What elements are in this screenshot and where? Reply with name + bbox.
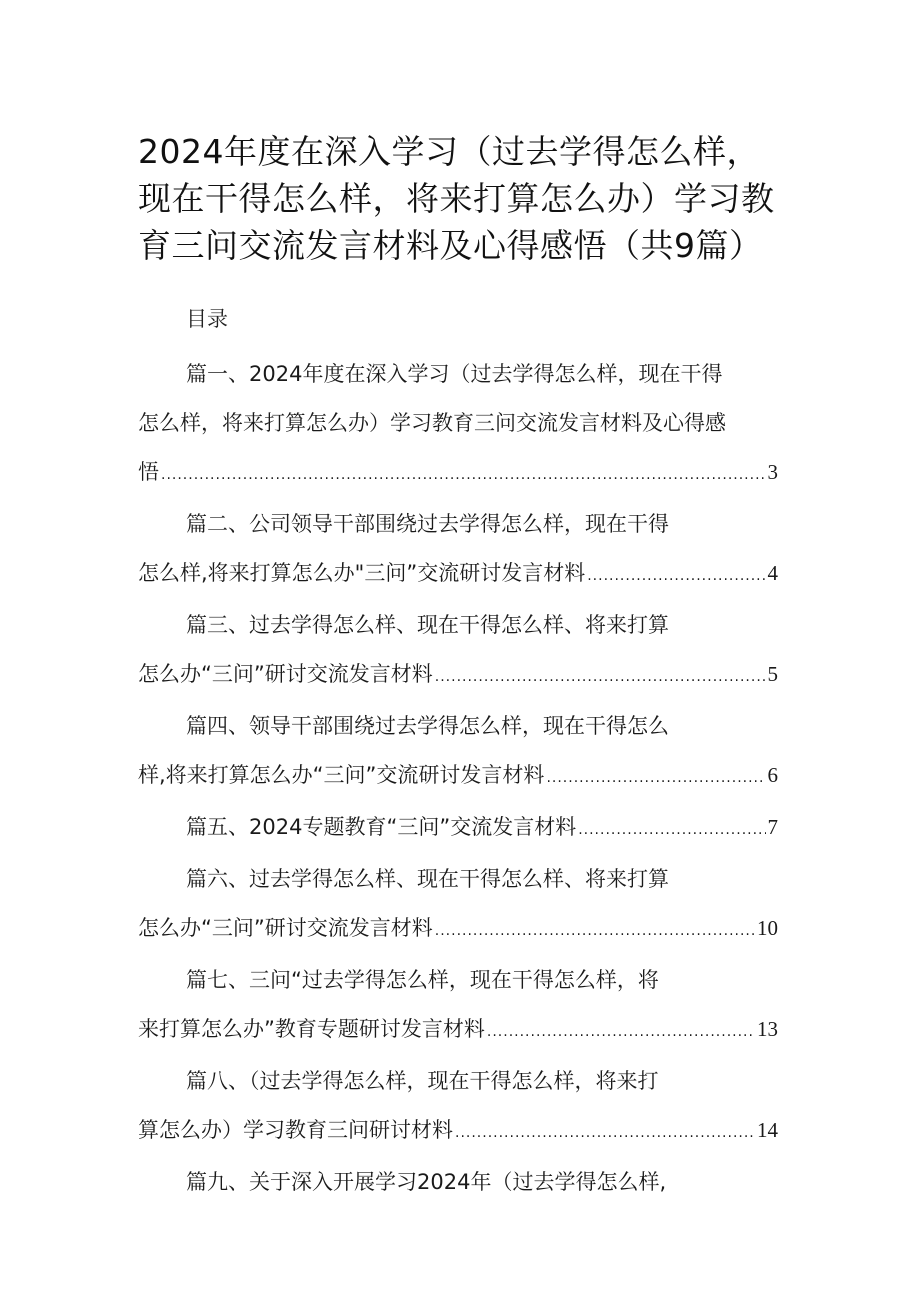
toc-entry[interactable]: [138, 956, 778, 1057]
toc-entry-text: 算怎么办）学习教育三问研讨材料: [138, 1118, 453, 1142]
toc-entry-text: 悟: [138, 460, 159, 484]
toc-page-number: 3: [767, 460, 778, 484]
table-of-contents: [138, 350, 778, 1207]
toc-entry-text: 怎么办“三问”研讨交流发言材料: [138, 662, 433, 686]
toc-entry-text: 篇五、2024专题教育“三问”交流发言材料: [186, 815, 577, 839]
toc-entry[interactable]: [138, 601, 778, 702]
toc-entry-text: 篇四、领导干部围绕过去学得怎么样，现在干得怎么: [186, 714, 669, 738]
toc-entry-last-line: [138, 650, 778, 702]
toc-entry[interactable]: [138, 702, 778, 803]
toc-dot-leader: [161, 451, 766, 500]
toc-dot-leader: [455, 1109, 755, 1158]
toc-entry-text: 篇二、公司领导干部围绕过去学得怎么样，现在干得: [186, 512, 669, 536]
toc-entry-last-line: [138, 751, 778, 803]
toc-entry[interactable]: [138, 803, 778, 855]
toc-entry-last-line: [138, 803, 778, 855]
toc-dot-leader: [587, 552, 765, 601]
toc-entry-text: 篇一、2024年度在深入学习（过去学得怎么样，现在干得: [186, 362, 723, 386]
toc-entry-last-line: [138, 549, 778, 601]
toc-entry-last-line: [138, 448, 778, 500]
toc-entry-text: 篇三、过去学得怎么样、现在干得怎么样、将来打算: [186, 613, 669, 637]
toc-entry-text: 样,将来打算怎么办“三问”交流研讨发言材料: [138, 763, 545, 787]
toc-entry-text: 篇六、过去学得怎么样、现在干得怎么样、将来打算: [186, 867, 669, 891]
toc-page-number: 13: [757, 1017, 778, 1041]
document-title: 2024年度在深入学习（过去学得怎么样，现在干得怎么样，将来打算怎么办）学习教育三问交流发言材料及心得感悟（共9篇）: [138, 132, 775, 265]
toc-entry[interactable]: [138, 855, 778, 956]
toc-entry[interactable]: [138, 350, 778, 500]
toc-dot-leader: [578, 806, 765, 855]
toc-entry-last-line: [138, 1106, 778, 1158]
toc-entry-text: 怎么办“三问”研讨交流发言材料: [138, 916, 433, 940]
toc-entry-text: 来打算怎么办”教育专题研讨发言材料: [138, 1017, 485, 1041]
toc-entry-text: 篇八、（过去学得怎么样，现在干得怎么样，将来打: [186, 1069, 659, 1093]
toc-page-number: 14: [757, 1118, 778, 1142]
toc-entry[interactable]: [138, 500, 778, 601]
toc-entry-text: 篇九、关于深入开展学习2024年（过去学得怎么样,: [186, 1170, 667, 1194]
toc-entry-text: 怎么样，将来打算怎么办）学习教育三问交流发言材料及心得感: [138, 411, 726, 435]
toc-dot-leader: [487, 1008, 755, 1057]
toc-entry-text: 怎么样,将来打算怎么办"三问”交流研讨发言材料: [138, 561, 586, 585]
toc-page-number: 6: [767, 763, 778, 787]
toc-page-number: 10: [757, 916, 778, 940]
toc-page-number: 4: [767, 561, 778, 585]
toc-dot-leader: [435, 907, 755, 956]
toc-heading: 目录: [186, 307, 228, 331]
toc-entry-last-line: [138, 1005, 778, 1057]
toc-dot-leader: [546, 754, 765, 803]
toc-dot-leader: [435, 653, 766, 702]
toc-entry-last-line: [138, 904, 778, 956]
toc-page-number: 5: [767, 662, 778, 686]
toc-page-number: 7: [767, 815, 778, 839]
toc-entry[interactable]: [138, 1057, 778, 1158]
toc-entry[interactable]: [138, 1158, 778, 1207]
toc-entry-text: 篇七、三问“过去学得怎么样，现在干得怎么样，将: [186, 968, 659, 992]
